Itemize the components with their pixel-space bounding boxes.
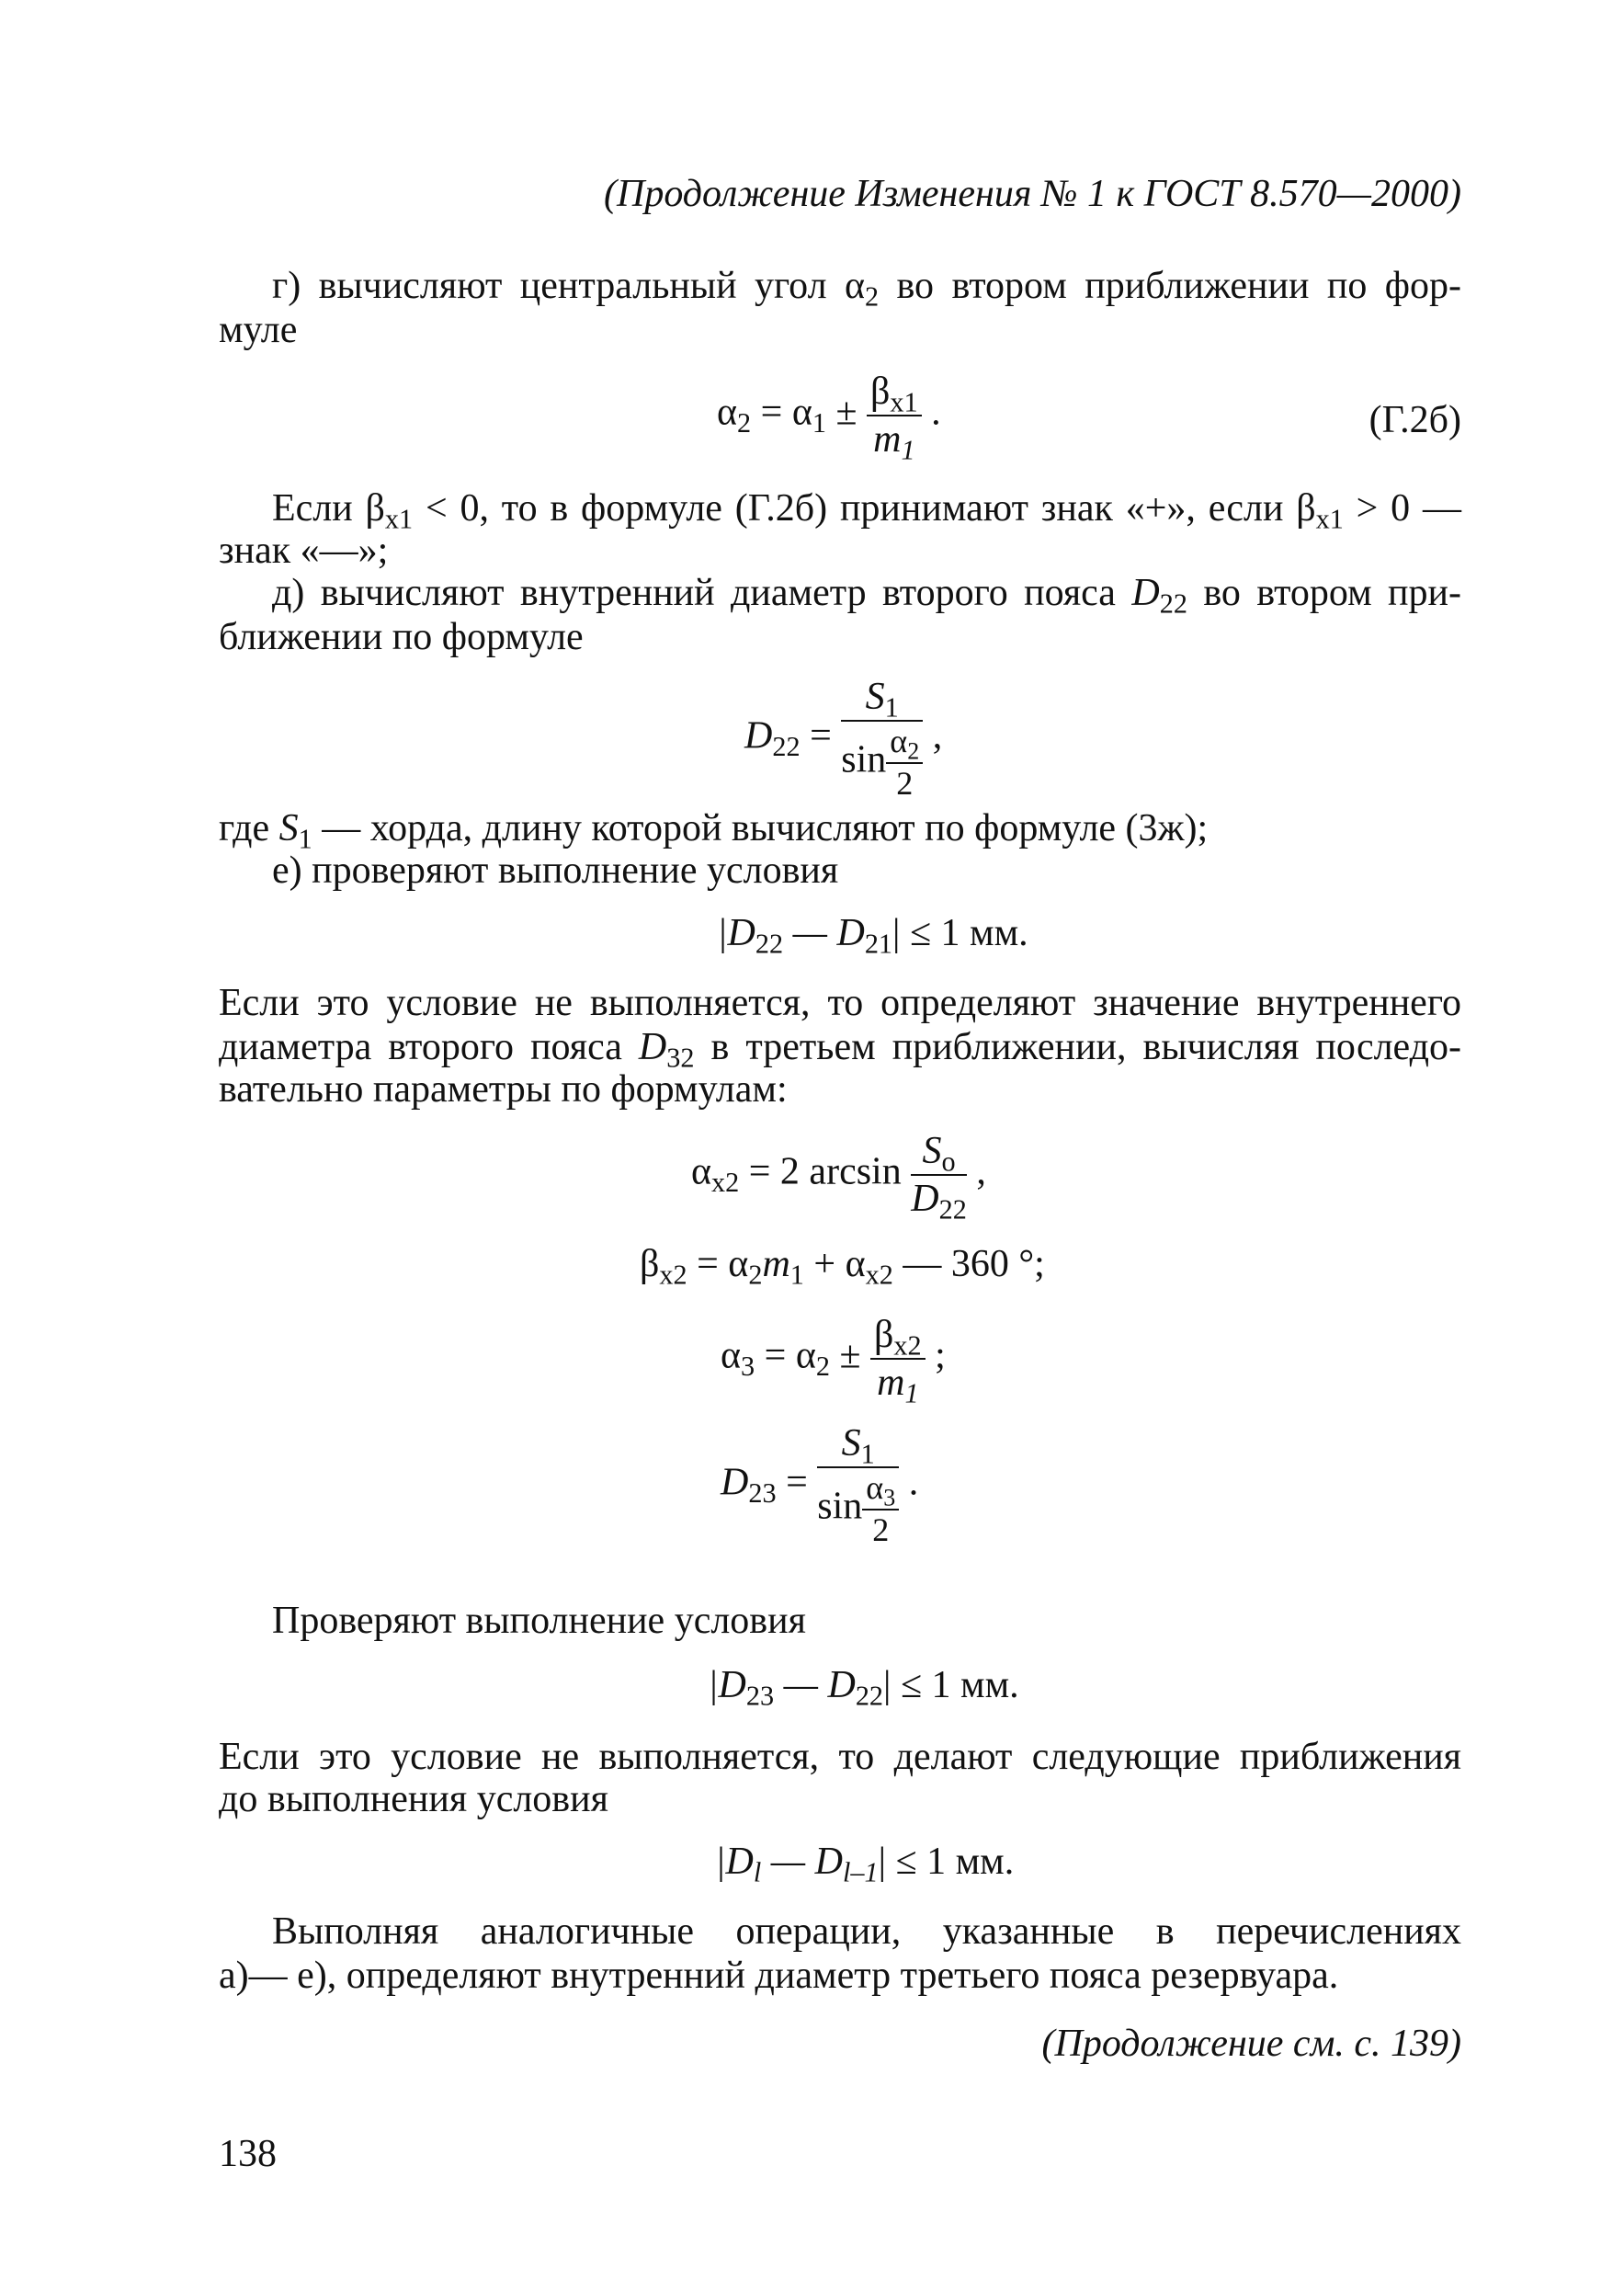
condition-paragraph-line2: знак «—»; <box>219 530 389 572</box>
item-d-line1: д) вычисляют внутренний диаметр второго пояса $D_{22}$ во втором при- <box>272 572 1461 620</box>
page-number: 138 <box>219 2133 277 2175</box>
paragraph-2-line2: до выполнения условия <box>219 1778 608 1820</box>
paragraph-1-line2: диаметра второго пояса $D_{32}$ в третьем приближении, вычисляя последо- <box>219 1026 1461 1074</box>
condition-paragraph-line1: Если $\beta_{x1} < 0$, то в формуле (Г.2б) принимают знак «+», если $\beta_{x1} > 0$ — <box>272 487 1461 535</box>
item-g-line1: г) вычисляют центральный угол $\alpha_2$ во втором приближении по фор- <box>272 265 1461 313</box>
running-header: (Продолжение Изменения № 1 к ГОСТ 8.570—2000) <box>604 173 1461 215</box>
paragraph-2-line1: Если это условие не выполняется, то делают следующие приближения <box>219 1736 1461 1778</box>
condition-d22-d21: $|D_{22}$ — $D_{21}| \le 1$ мм. <box>717 912 1028 960</box>
continuation-note: (Продолжение см. с. 139) <box>1041 2023 1461 2065</box>
condition-d23-d22: $|D_{23}$ — $D_{22}| \le 1$ мм. <box>708 1664 1019 1712</box>
item-g-line2: муле <box>219 309 298 351</box>
paragraph-3-line1: Выполняя аналогичные операции, указанные в перечислениях <box>272 1910 1461 1953</box>
equation-number: (Г.2б) <box>1368 399 1461 441</box>
paragraph-1-line1: Если это условие не выполняется, то определяют значение внутреннего <box>219 982 1461 1024</box>
item-d-line2: ближении по формуле <box>219 616 584 658</box>
formula-alpha-x2: $\alpha_{x2} = 2$ arcsin $\frac{S_o}{D_{22}}$ , <box>691 1130 986 1226</box>
condition-dl-dl-1: $|D_l$ — $D_{l-1}| \le 1$ мм. <box>715 1841 1015 1888</box>
item-e-line: е) проверяют выполнение условия <box>272 849 839 892</box>
formula-d23: $D_{23}$ = $S_1$ sin $\frac{\alpha_3}{2}$ . <box>721 1422 919 1549</box>
paragraph-3-line2: а)— е), определяют внутренний диаметр третьего пояса резервуара. <box>219 1955 1339 1997</box>
where-line: где $S_1$ — хорда, длину которой вычисляют по формуле (3ж); <box>219 807 1209 855</box>
check-line: Проверяют выполнение условия <box>272 1600 806 1642</box>
formula-d22: $D_{22}$ = $S_1$ sin $\frac{\alpha_2}{2}$ , <box>744 676 943 803</box>
paragraph-1-line3: вательно параметры по формулам: <box>219 1068 788 1111</box>
formula-alpha-3: $\alpha_3 = \alpha_2$ ± $\frac{\beta_{x2}}{m_1}$ ; <box>721 1314 946 1409</box>
formula-g2b: $\alpha_2 = \alpha_1$ ± $\frac{\beta_{x1}}{m_1}$ . <box>717 370 941 466</box>
formula-beta-x2: $\beta_{x2} = \alpha_2m_1 + \alpha_{x2}$ — 360 °; <box>640 1243 1045 1291</box>
